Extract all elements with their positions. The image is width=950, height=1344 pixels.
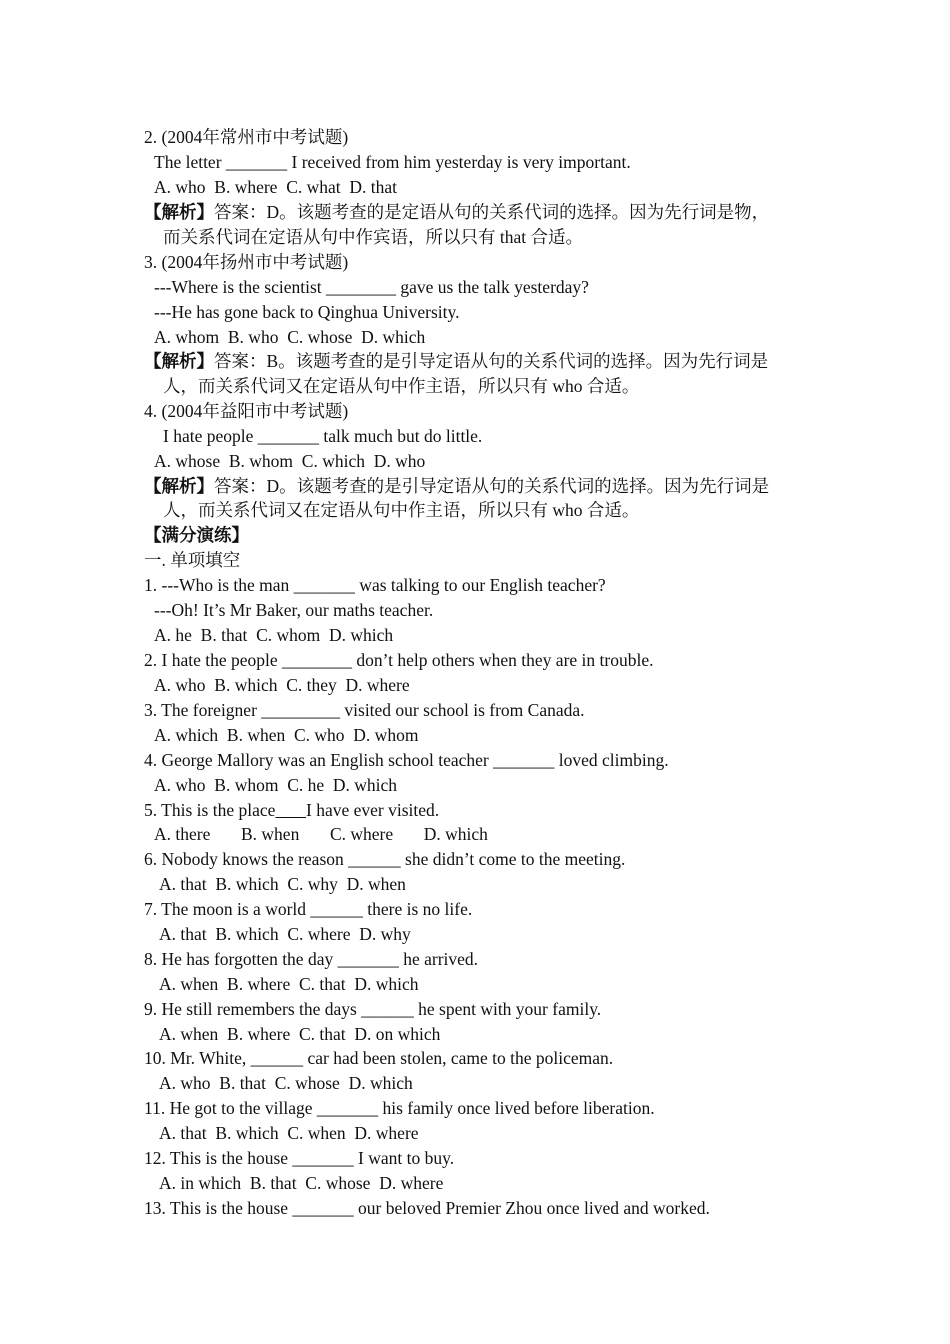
question-4-options: A. who B. whom C. he D. which xyxy=(154,775,398,795)
analysis-text: 答案：D。该题考查的是定语从句的关系代词的选择。因为先行词是物， xyxy=(214,202,770,222)
question-10: 10. Mr. White, ______ car had been stolen, came to the policeman. xyxy=(144,1048,614,1068)
question-12-options: A. in which B. that C. whose D. where xyxy=(159,1173,444,1193)
review-2-analysis-cont: 而关系代词在定语从句中作宾语，所以只有 that 合适。 xyxy=(163,227,583,247)
question-2-options: A. who B. which C. they D. where xyxy=(154,675,410,695)
question-8-options: A. when B. where C. that D. which xyxy=(159,974,419,994)
review-2-header: 2. (2004年常州市中考试题) xyxy=(144,127,349,147)
analysis-tag: 【解析】 xyxy=(144,202,214,222)
analysis-text: 答案：D。该题考查的是引导定语从句的关系代词的选择。因为先行词是 xyxy=(214,476,770,496)
question-13: 13. This is the house _______ our beloved Premier Zhou once lived and worked. xyxy=(144,1198,710,1218)
question-5-text-end: I have ever visited. xyxy=(306,800,440,820)
question-10-options: A. who B. that C. whose D. which xyxy=(159,1073,413,1093)
question-11: 11. He got to the village _______ his family once lived before liberation. xyxy=(144,1098,655,1118)
question-12: 12. This is the house _______ I want to buy. xyxy=(144,1148,455,1168)
question-9-options: A. when B. where C. that D. on which xyxy=(159,1024,441,1044)
question-11-options: A. that B. which C. when D. where xyxy=(159,1123,419,1143)
practice-title: 【满分演练】 xyxy=(144,525,249,545)
question-3-options: A. which B. when C. who D. whom xyxy=(154,725,419,745)
question-5-options: A. there B. when C. where D. which xyxy=(154,824,488,844)
review-4-analysis xyxy=(144,474,769,498)
analysis-text: 答案：B。该题考查的是引导定语从句的关系代词的选择。因为先行词是 xyxy=(214,351,769,371)
review-3-dialog-line1: ---Where is the scientist ________ gave us the talk yesterday? xyxy=(154,277,589,297)
question-5 xyxy=(144,798,439,822)
question-1-reply: ---Oh! It’s Mr Baker, our maths teacher. xyxy=(154,600,434,620)
review-2-analysis xyxy=(144,200,769,224)
review-4-options: A. whose B. whom C. which D. who xyxy=(154,451,426,471)
question-9: 9. He still remembers the days ______ he spent with your family. xyxy=(144,999,602,1019)
question-6: 6. Nobody knows the reason ______ she didn’t come to the meeting. xyxy=(144,849,626,869)
analysis-tag: 【解析】 xyxy=(144,476,214,496)
question-7-options: A. that B. which C. where D. why xyxy=(159,924,411,944)
review-4-question: I hate people _______ talk much but do little. xyxy=(163,426,483,446)
analysis-tag: 【解析】 xyxy=(144,351,214,371)
question-6-options: A. that B. which C. why D. when xyxy=(159,874,406,894)
question-8: 8. He has forgotten the day _______ he arrived. xyxy=(144,949,479,969)
review-3-dialog-line2: ---He has gone back to Qinghua University. xyxy=(154,302,460,322)
review-4-analysis-cont: 人，而关系代词又在定语从句中作主语，所以只有 who 合适。 xyxy=(163,500,640,520)
review-3-analysis xyxy=(144,349,768,373)
review-3-options: A. whom B. who C. whose D. which xyxy=(154,327,426,347)
review-4-header: 4. (2004年益阳市中考试题) xyxy=(144,401,349,421)
practice-subtitle: 一. 单项填空 xyxy=(144,550,241,570)
question-5-blank xyxy=(275,800,306,820)
question-4: 4. George Mallory was an English school teacher _______ loved climbing. xyxy=(144,750,669,770)
question-5-text: 5. This is the place xyxy=(144,800,276,820)
question-1-options: A. he B. that C. whom D. which xyxy=(154,625,394,645)
question-1: 1. ---Who is the man _______ was talking to our English teacher? xyxy=(144,575,606,595)
review-3-header: 3. (2004年扬州市中考试题) xyxy=(144,252,349,272)
review-2-options: A. who B. where C. what D. that xyxy=(154,177,398,197)
review-3-analysis-cont: 人，而关系代词又在定语从句中作主语，所以只有 who 合适。 xyxy=(163,376,640,396)
question-3: 3. The foreigner _________ visited our school is from Canada. xyxy=(144,700,585,720)
review-2-question: The letter _______ I received from him yesterday is very important. xyxy=(154,152,631,172)
question-2: 2. I hate the people ________ don’t help others when they are in trouble. xyxy=(144,650,654,670)
question-7: 7. The moon is a world ______ there is no life. xyxy=(144,899,473,919)
